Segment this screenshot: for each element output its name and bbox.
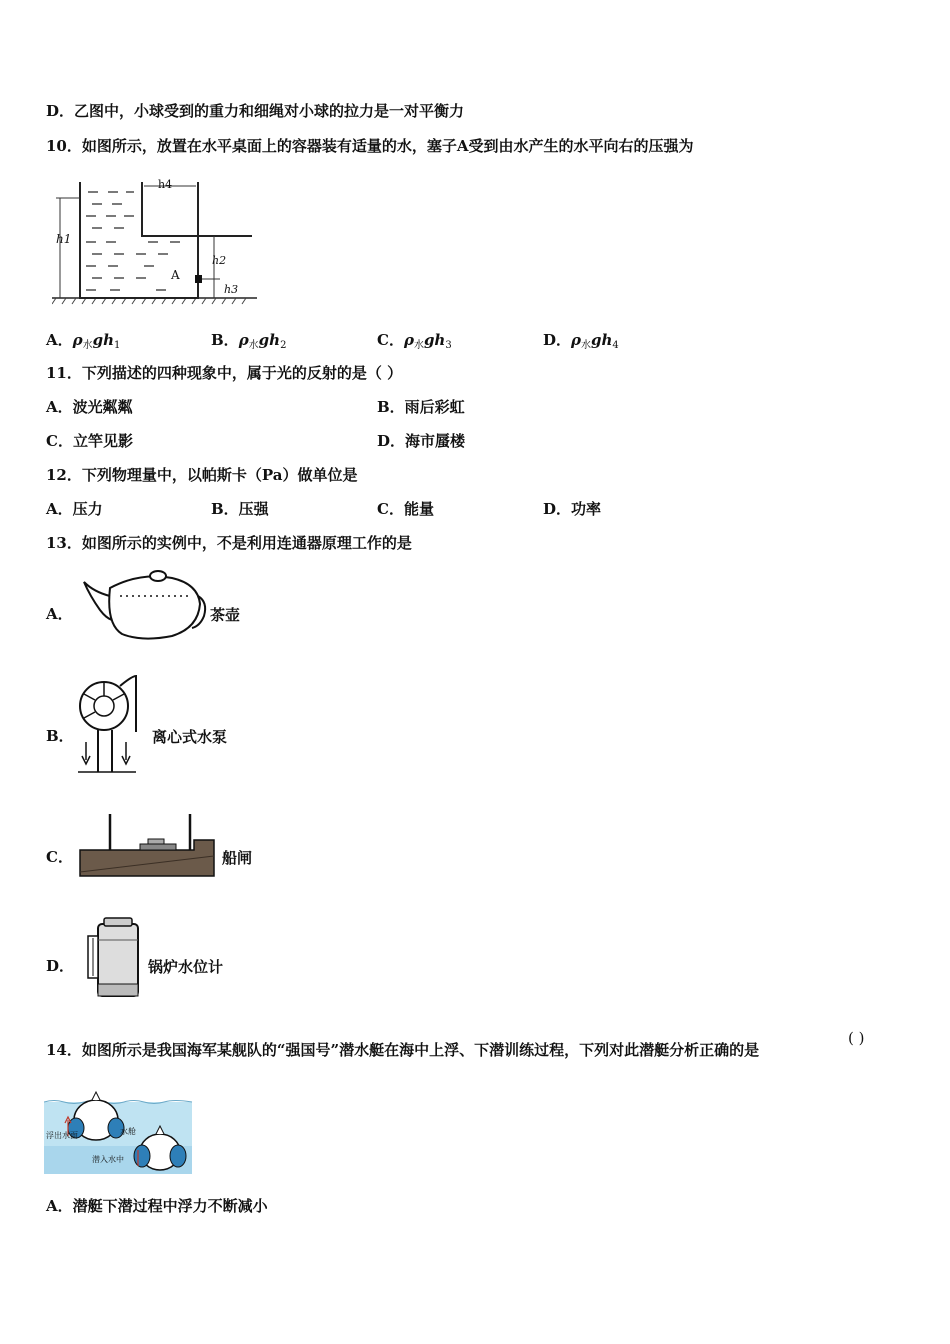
ship-lock-image (78, 812, 218, 880)
q11-option-b[interactable]: B．雨后彩虹 (377, 398, 465, 416)
label-h3: h3 (224, 283, 239, 296)
q12-option-c[interactable]: C．能量 (377, 500, 434, 518)
teapot-image (80, 566, 210, 642)
q14-stem: 14．如图所示是我国海军某舰队的“强国号”潜水艇在海中上浮、下潜训练过程，下列对此潜艇分析正确的是 (46, 1041, 760, 1059)
pump-image (76, 672, 146, 776)
plug-a (195, 275, 202, 283)
q12-option-d[interactable]: D．功率 (543, 500, 602, 518)
q12-option-b[interactable]: B．压强 (211, 500, 269, 518)
label-h1: h1 (56, 232, 72, 246)
q13-option-b-caption: 离心式水泵 (152, 728, 228, 746)
q10-stem: 10．如图所示，放置在水平桌面上的容器装有适量的水，塞子A受到由水产生的水平向右的压强为 (46, 137, 694, 155)
q10-option-b[interactable]: B．$\rho_水gh_2$ (211, 331, 287, 351)
q11-option-a[interactable]: A．波光粼粼 (46, 398, 133, 416)
q13-option-c-caption: 船闸 (222, 849, 253, 867)
q12-option-a[interactable]: A．压力 (46, 500, 103, 518)
label-tank: 水舱 (120, 1127, 136, 1136)
q13-option-c-label[interactable]: C． (46, 848, 73, 866)
q10-option-c[interactable]: C．$\rho_水gh_3$ (377, 331, 452, 351)
q11-option-c[interactable]: C．立竿见影 (46, 432, 133, 450)
q12-stem: 12．下列物理量中，以帕斯卡（Pa）做单位是 (46, 466, 358, 484)
q9-option-d: D．乙图中，小球受到的重力和细绳对小球的拉力是一对平衡力 (46, 102, 465, 120)
label-h2: h2 (212, 254, 227, 267)
q14-answer-bracket[interactable]: ( ) (848, 1029, 865, 1047)
boiler-image (84, 916, 146, 1000)
q13-option-d-label[interactable]: D． (46, 957, 75, 975)
q13-stem: 13．如图所示的实例中，不是利用连通器原理工作的是 (46, 534, 412, 552)
q14-option-a[interactable]: A．潜艇下潜过程中浮力不断减小 (46, 1197, 268, 1215)
q11-stem: 11．下列描述的四种现象中，属于光的反射的是（ ） (46, 364, 403, 382)
q13-option-d-caption: 锅炉水位计 (148, 958, 224, 976)
q13-option-a-label[interactable]: A． (46, 605, 73, 623)
label-a: A (171, 268, 180, 282)
q11-option-d[interactable]: D．海市蜃楼 (377, 432, 466, 450)
label-float: 浮出水面 (46, 1131, 78, 1140)
label-dive: 潜入水中 (92, 1155, 124, 1164)
q10-option-a[interactable]: A．$\rho_水gh_1$ (46, 331, 121, 351)
label-h4: h4 (158, 178, 173, 191)
q13-option-b-label[interactable]: B． (46, 727, 74, 745)
q10-option-d[interactable]: D．$\rho_水gh_4$ (543, 331, 619, 351)
q13-option-a-caption: 茶壶 (210, 606, 241, 624)
